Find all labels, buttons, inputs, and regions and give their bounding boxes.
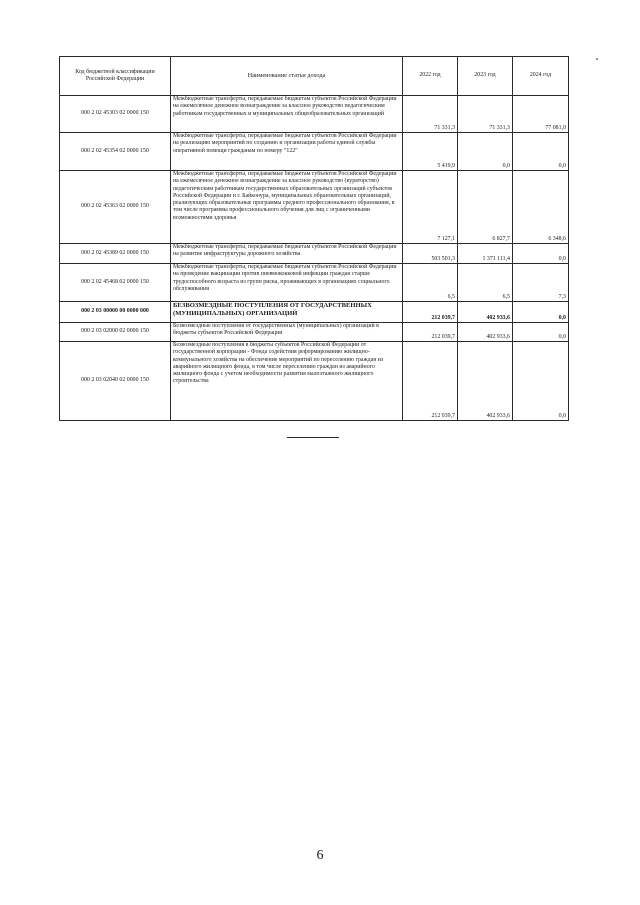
code-cell: 000 2 03 00000 00 0000 000	[60, 302, 171, 323]
table-row	[60, 323, 569, 342]
name-cell: Межбюджетные трансферты, передаваемые бюджетам субъектов Российской Федерации на развитие инфраструктуры дорожного хозяйства	[171, 244, 403, 264]
value-2024-cell: 0,0	[513, 244, 569, 264]
table-row	[60, 342, 569, 421]
end-of-table-dash	[287, 437, 339, 438]
name-cell: Межбюджетные трансферты, передаваемые бюджетам субъектов Российской Федерации на реализацию мероприятий по созданию и организации работы единой службы оперативной помощи гражданам по номеру "122"	[171, 133, 403, 171]
name-cell: Межбюджетные трансферты, передаваемые бюджетам субъектов Российской Федерации на ежемесячное денежное вознаграждение за классное руководство (кураторство) педагогическим работникам государственных образовательных организаций субъектов Российской Федерации и г. Байконура, муниципальных образовательных организаций, реализующих образовательные программы среднего профессионального образования, в том числе программы профессионального обучения для лиц с ограниченными возможностями здоровья	[171, 171, 403, 244]
scan-speck	[596, 58, 598, 60]
value-2022-cell: 212 039,7	[403, 323, 458, 342]
value-2023-cell: 1 371 111,4	[458, 244, 513, 264]
value-2022-cell: 7 127,1	[403, 171, 458, 244]
table-row	[60, 171, 569, 244]
value-2023-cell: 0,0	[458, 133, 513, 171]
header-code: Код бюджетной классификации Российской Федерации	[60, 57, 171, 96]
value-2022-cell: 503 501,3	[403, 244, 458, 264]
name-cell: Безвозмездные поступления от государственных (муниципальных) организаций в бюджеты субъектов Российской Федерации	[171, 323, 403, 342]
value-2022-cell: 212 039,7	[403, 302, 458, 323]
table-row	[60, 96, 569, 133]
table-row	[60, 244, 569, 264]
value-2023-cell: 6 827,7	[458, 171, 513, 244]
value-2022-cell: 212 039,7	[403, 342, 458, 421]
name-cell: БЕЗВОЗМЕЗДНЫЕ ПОСТУПЛЕНИЯ ОТ ГОСУДАРСТВЕННЫХ (МУНИЦИПАЛЬНЫХ) ОРГАНИЗАЦИЙ	[171, 302, 403, 323]
table-row	[60, 133, 569, 171]
name-cell: Межбюджетные трансферты, передаваемые бюджетам субъектов Российской Федерации на ежемесячное денежное вознаграждение за классное руководство педагогическим работникам государственных и муниципальных общеобразовательных организаций	[171, 96, 403, 133]
value-2022-cell: 71 331,3	[403, 96, 458, 133]
table-row	[60, 264, 569, 302]
value-2024-cell: 0,0	[513, 342, 569, 421]
code-cell: 000 2 02 45354 02 0000 150	[60, 133, 171, 171]
code-cell: 000 2 02 45303 02 0000 150	[60, 96, 171, 133]
header-2022: 2022 год	[403, 57, 458, 96]
code-cell: 000 2 02 45468 02 0000 150	[60, 264, 171, 302]
budget-table	[59, 56, 569, 421]
name-cell: Межбюджетные трансферты, передаваемые бюджетам субъектов Российской Федерации на проведение вакцинации против пневмококковой инфекции граждан старше трудоспособного возраста из групп риска, проживающих в организациях социального обслуживания	[171, 264, 403, 302]
table-row	[60, 302, 569, 323]
header-2023: 2023 год	[458, 57, 513, 96]
name-cell: Безвозмездные поступления в бюджеты субъектов Российской Федерации от государственной корпорации - Фонда содействия реформированию жилищно-коммунального хозяйства на обеспечение мероприятий по переселению граждан из аварийного жилищного фонда, в том числе переселению граждан из аварийного жилищного фонда с учетом необходимости развития малоэтажного жилищного строительства	[171, 342, 403, 421]
value-2024-cell: 77 081,0	[513, 96, 569, 133]
value-2022-cell: 6,5	[403, 264, 458, 302]
value-2024-cell: 0,0	[513, 323, 569, 342]
value-2024-cell: 7,3	[513, 264, 569, 302]
table-body	[60, 96, 569, 421]
value-2022-cell: 5 419,9	[403, 133, 458, 171]
page-number: 6	[316, 848, 324, 863]
table-header-row	[60, 57, 569, 96]
value-2024-cell: 0,0	[513, 133, 569, 171]
header-2024: 2024 год	[513, 57, 569, 96]
code-cell: 000 2 03 02040 02 0000 150	[60, 342, 171, 421]
code-cell: 000 2 02 45363 02 0000 150	[60, 171, 171, 244]
value-2023-cell: 71 331,3	[458, 96, 513, 133]
value-2023-cell: 6,5	[458, 264, 513, 302]
code-cell: 000 2 03 02000 02 0000 150	[60, 323, 171, 342]
value-2024-cell: 6 348,6	[513, 171, 569, 244]
value-2023-cell: 402 933,6	[458, 342, 513, 421]
value-2023-cell: 402 933,6	[458, 323, 513, 342]
header-name: Наименование статьи дохода	[171, 57, 403, 96]
value-2023-cell: 402 933,6	[458, 302, 513, 323]
code-cell: 000 2 02 45389 02 0000 150	[60, 244, 171, 264]
value-2024-cell: 0,0	[513, 302, 569, 323]
